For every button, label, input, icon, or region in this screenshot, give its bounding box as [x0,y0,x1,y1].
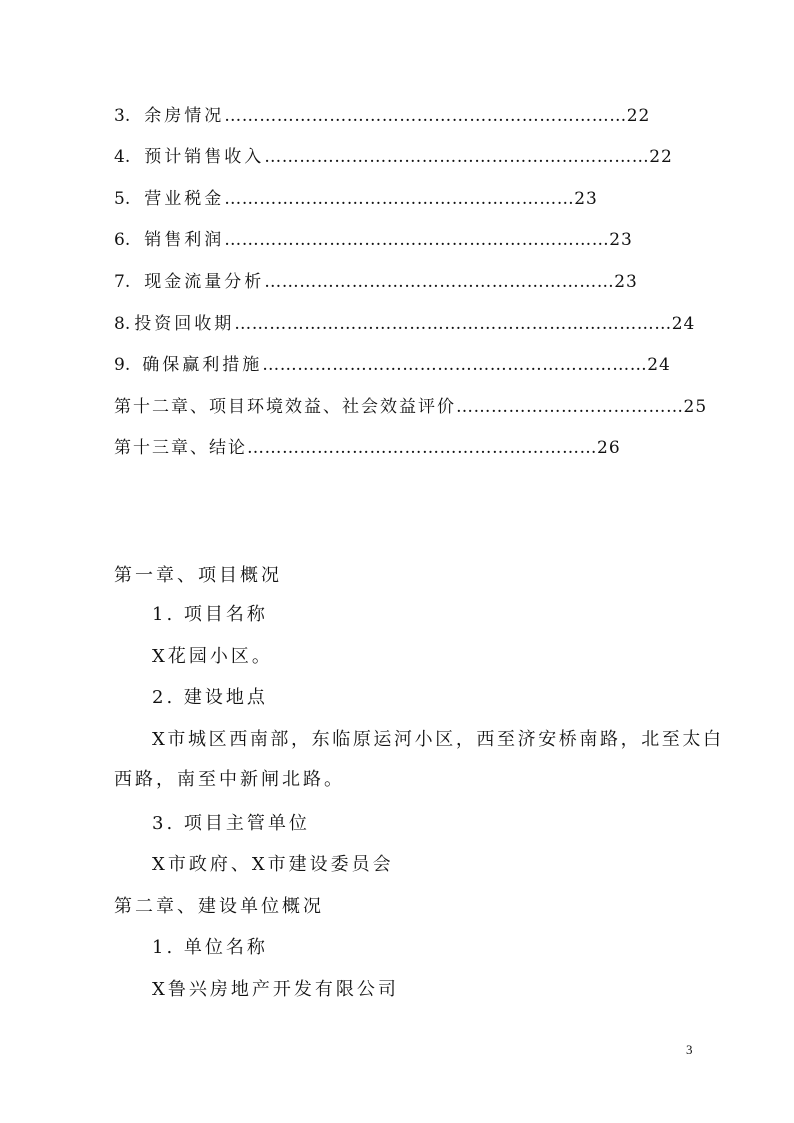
toc-leader-dots: …………………………………………………… [264,272,615,292]
toc-page-number: 23 [574,189,598,209]
toc-page-number: 26 [597,438,621,458]
toc-entry-title: 确保赢利措施 [142,355,263,375]
page-number: 3 [686,1042,693,1057]
toc-entry[interactable] [114,102,650,130]
toc-page-number: 23 [609,230,633,250]
toc-page-number: 25 [683,397,708,417]
section-heading: 1. 项目名称 [152,604,268,625]
toc-entry[interactable] [114,226,633,254]
toc-leader-dots: ………………………………………………………… [264,147,650,167]
toc-entry-number: 4. [114,147,131,167]
toc-leader-dots: ………………………………………………………… [224,230,610,250]
toc-entry-title: 第十三章、结论 [114,438,247,458]
chapter-heading: 第一章、项目概况 [114,565,282,586]
toc-entry-title: 现金流量分析 [144,272,265,292]
toc-leader-dots: ………………………………… [456,397,684,417]
toc-entry-title: 预计销售收入 [144,147,265,167]
toc-page-number: 22 [626,106,651,126]
toc-entry-title: 投资回收期 [134,314,235,334]
chapter-heading: 第二章、建设单位概况 [114,896,324,917]
toc-entry[interactable] [114,185,598,213]
paragraph: X花园小区。 [152,646,273,667]
toc-entry-title: 营业税金 [144,189,225,209]
paragraph: X鲁兴房地产开发有限公司 [152,979,399,1000]
paragraph: X市城区西南部，东临原运河小区，西至济安桥南路，北至太白 [152,729,724,750]
toc-entry-title: 销售利润 [144,230,225,250]
toc-entry[interactable] [114,268,638,296]
toc-page-number: 24 [671,314,696,334]
toc-entry-number: 6. [114,230,131,250]
toc-entry-number: 5. [114,189,131,209]
section-heading: 3. 项目主管单位 [152,813,310,834]
toc-leader-dots: …………………………………………………… [247,438,597,458]
toc-leader-dots: …………………………………………………………… [224,106,627,126]
toc-entry[interactable] [114,434,621,462]
paragraph: 西路，南至中新闸北路。 [114,769,345,790]
toc-leader-dots: …………………………………………………… [224,189,575,209]
toc-leader-dots: ………………………………………………………… [262,355,648,375]
toc-entry[interactable] [114,393,707,421]
toc-entry[interactable] [114,351,671,379]
toc-leader-dots: ………………………………………………………………… [234,314,672,334]
toc-page-number: 23 [614,272,638,292]
section-heading: 2. 建设地点 [152,687,268,708]
toc-entry-number: 3. [114,106,131,126]
toc-entry-title: 第十二章、项目环境效益、社会效益评价 [114,397,456,417]
toc-entry-number: 7. [114,272,131,292]
toc-entry-title: 余房情况 [144,106,225,126]
toc-entry[interactable] [114,143,673,171]
toc-entry-number: 8. [114,314,131,334]
toc-page-number: 22 [649,147,673,167]
toc-entry-number: 9. [114,355,131,375]
section-heading: 1. 单位名称 [152,937,268,958]
toc-page-number: 24 [647,355,671,375]
paragraph: X市政府、X市建设委员会 [152,854,394,875]
toc-entry[interactable] [114,310,695,338]
